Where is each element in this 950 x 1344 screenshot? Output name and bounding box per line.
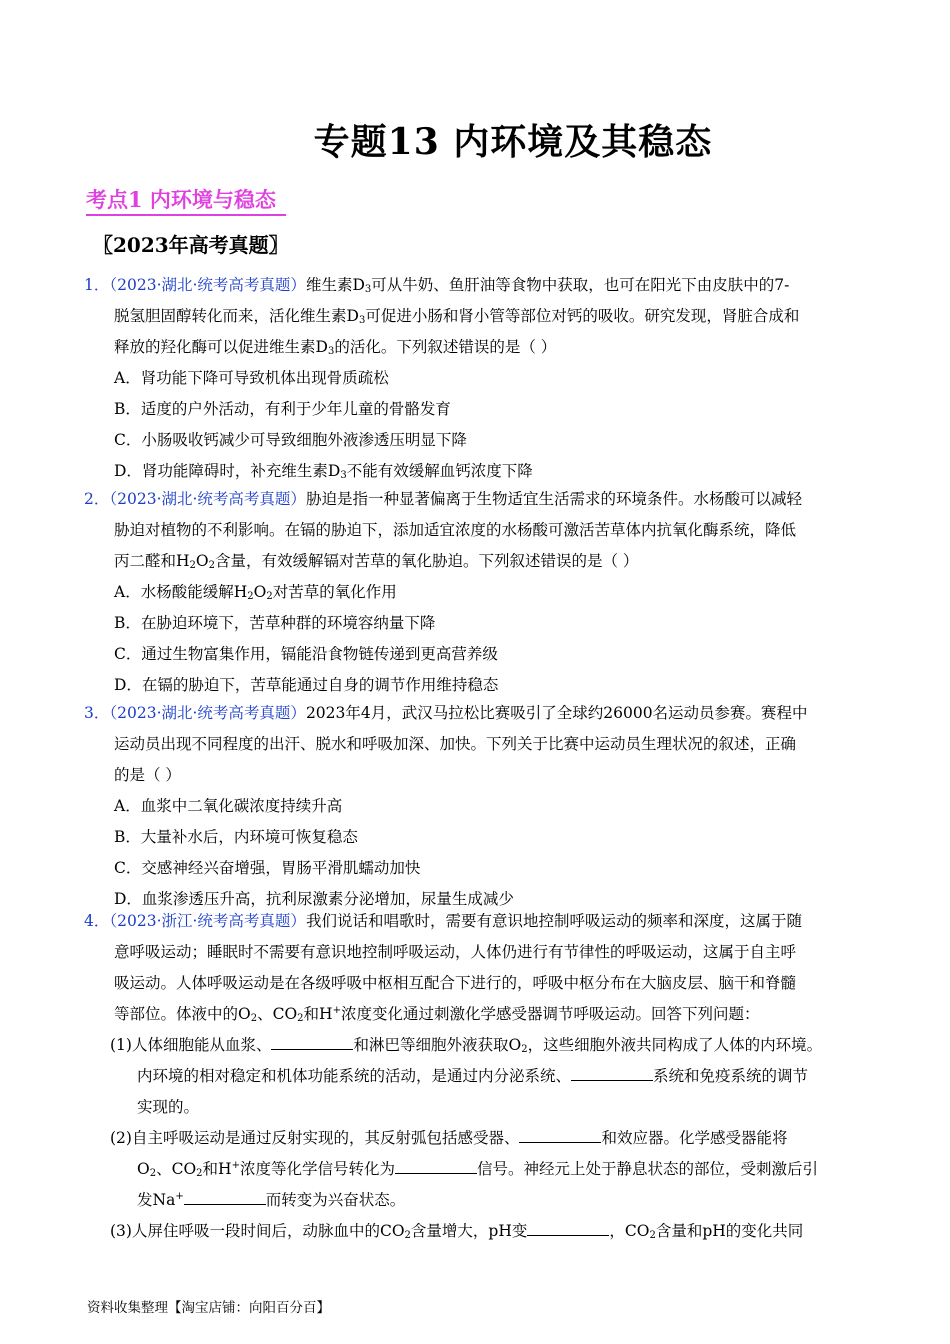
- question-3: 3．（2023·湖北·统考高考真题）2023年4月，武汉马拉松比赛吸引了全球约26000名运动员参赛。赛程中 运动员出现不同程度的出汗、脱水和呼吸加深、加快。下列关于比赛中运动员生理状况的叙述，正确 的是（ ） A．血浆中二氧化碳浓度持续升高 B．大量补水后，内环境可恢复稳态 C．交感神经兴奋增强，胃肠平滑肌蠕动加快 D．血浆渗透压升高，抗利尿激素分泌增加，尿量生成减少: [84, 698, 874, 915]
- question-number: 2．: [84, 490, 110, 508]
- option-b: B．大量补水后，内环境可恢复稳态: [114, 828, 358, 846]
- answer-blank[interactable]: [395, 1159, 477, 1174]
- sub-question-1: (1)人体细胞能从血浆、 和淋巴等细胞外液获取$O_2$，这些细胞外液共同构成了人体的内环境。: [110, 1036, 823, 1055]
- option-a: A．水杨酸能缓解$H_2O_2$对苦草的氧化作用: [114, 583, 397, 602]
- option-d: D．在镉的胁迫下，苦草能通过自身的调节作用维持稳态: [114, 676, 499, 694]
- section-heading: 考点1 内环境与稳态: [86, 186, 286, 216]
- sub-question-2: (2)自主呼吸运动是通过反射实现的，其反射弧包括感受器、 和效应器。化学感受器能将: [110, 1129, 788, 1147]
- option-c: C．交感神经兴奋增强，胃肠平滑肌蠕动加快: [114, 859, 421, 877]
- option-c: C．通过生物富集作用，镉能沿食物链传递到更高营养级: [114, 645, 498, 663]
- question-2: 2．（2023·湖北·统考高考真题）胁迫是指一种显著偏离于生物适宜生活需求的环境条件。水杨酸可以减轻 胁迫对植物的不利影响。在镉的胁迫下，添加适宜浓度的水杨酸可激活苦草体内抗氧化酶系统，降低 丙二醛和$H_2O_2$含量，有效缓解镉对苦草的氧化胁迫。下列叙述错误的是（ ） A．水杨酸能缓解$H_2O_2$对苦草的氧化作用 B．在胁迫环境下，苦草种群的环境容纳量下降 C．通过生物富集作用，镉能沿食物链传递到更高营养级 D．在镉的胁迫下，苦草能通过自身的调节作用维持稳态: [84, 484, 874, 701]
- answer-blank[interactable]: [271, 1035, 353, 1050]
- page-footer: 资料收集整理【淘宝店铺：向阳百分百】: [87, 1300, 330, 1316]
- answer-blank[interactable]: [571, 1066, 653, 1081]
- option-c: C．小肠吸收钙减少可导致细胞外液渗透压明显下降: [114, 431, 467, 449]
- option-b: B．适度的户外活动，有利于少年儿童的骨骼发育: [114, 400, 451, 418]
- question-source: （2023·湖北·统考高考真题）: [109, 276, 306, 294]
- question-stem: 3．（2023·湖北·统考高考真题）2023年4月，武汉马拉松比赛吸引了全球约26000名运动员参赛。赛程中: [84, 704, 808, 722]
- option-d: D．肾功能障碍时，补充维生素$D_3$不能有效缓解血钙浓度下降: [114, 462, 533, 481]
- option-a: A．肾功能下降可导致机体出现骨质疏松: [114, 369, 389, 387]
- option-b: B．在胁迫环境下，苦草种群的环境容纳量下降: [114, 614, 436, 632]
- question-number: 3．: [84, 704, 110, 722]
- option-d: D．血浆渗透压升高，抗利尿激素分泌增加，尿量生成减少: [114, 890, 514, 908]
- question-4: 4．（2023·浙江·统考高考真题）我们说话和唱歌时，需要有意识地控制呼吸运动的频率和深度，这属于随 意呼吸运动；睡眠时不需要有意识地控制呼吸运动，人体仍进行有节律性的呼吸运动，这属于自主呼 吸运动。人体呼吸运动是在各级呼吸中枢相互配合下进行的，呼吸中枢分布在大脑皮层、脑干和脊髓 等部位。体液中的$O_2$、$CO_2$和H+浓度变化通过刺激化学感受器调节呼吸运动。回答下列问题： (1)人体细胞能从血浆、 和淋巴等细胞外液获取$O_2$，这些细胞外液共同构成了人体的内环境。 内环境的相对稳定和机体功能系统的活动，是通过内分泌系统、 系统和免疫系统的调节 实现的。 (2)自主呼吸运动是通过反射实现的，其反射弧包括感受器、 和效应器。化学感受器能将 $O_2$、$CO_2$和H+浓度等化学信号转化为 信号。神经元上处于静息状态的部位，受刺激后引 发Na+ 而转变为兴奋状态。 (3)人屏住呼吸一段时间后，动脉血中的$CO_2$含量增大，pH变 ，$CO_2$含量和pH的变化共同: [84, 906, 884, 1247]
- question-number: 1．: [84, 276, 110, 294]
- question-source: （2023·浙江·统考高考真题）: [109, 912, 306, 930]
- question-source: （2023·湖北·统考高考真题）: [109, 704, 306, 722]
- year-heading: 〖2023年高考真题〗: [93, 233, 289, 257]
- question-stem: 4．（2023·浙江·统考高考真题）我们说话和唱歌时，需要有意识地控制呼吸运动的频率和深度，这属于随: [84, 912, 802, 930]
- answer-blank[interactable]: [184, 1190, 266, 1205]
- question-source: （2023·湖北·统考高考真题）: [109, 490, 306, 508]
- answer-blank[interactable]: [519, 1128, 601, 1143]
- page-title: 专题13 内环境及其稳态: [313, 121, 713, 163]
- question-number: 4．: [84, 912, 110, 930]
- answer-blank[interactable]: [527, 1221, 609, 1236]
- question-stem: 2．（2023·湖北·统考高考真题）胁迫是指一种显著偏离于生物适宜生活需求的环境条件。水杨酸可以减轻: [84, 490, 802, 508]
- question-stem: 1．（2023·湖北·统考高考真题）维生素$D_3$可从牛奶、鱼肝油等食物中获取，也可在阳光下由皮肤中的7-: [84, 276, 790, 295]
- option-a: A．血浆中二氧化碳浓度持续升高: [114, 797, 343, 815]
- question-1: 1．（2023·湖北·统考高考真题）维生素$D_3$可从牛奶、鱼肝油等食物中获取，也可在阳光下由皮肤中的7- 脱氢胆固醇转化而来，活化维生素$D_3$可促进小肠和肾小管等部位对钙的吸收。研究发现，肾脏合成和 释放的羟化酶可以促进维生素$D_3$的活化。下列叙述错误的是（ ） A．肾功能下降可导致机体出现骨质疏松 B．适度的户外活动，有利于少年儿童的骨骼发育 C．小肠吸收钙减少可导致细胞外液渗透压明显下降 D．肾功能障碍时，补充维生素$D_3$不能有效缓解血钙浓度下降: [84, 270, 874, 487]
- sub-question-3: (3)人屏住呼吸一段时间后，动脉血中的$CO_2$含量增大，pH变 ，$CO_2$含量和pH的变化共同: [110, 1222, 804, 1241]
